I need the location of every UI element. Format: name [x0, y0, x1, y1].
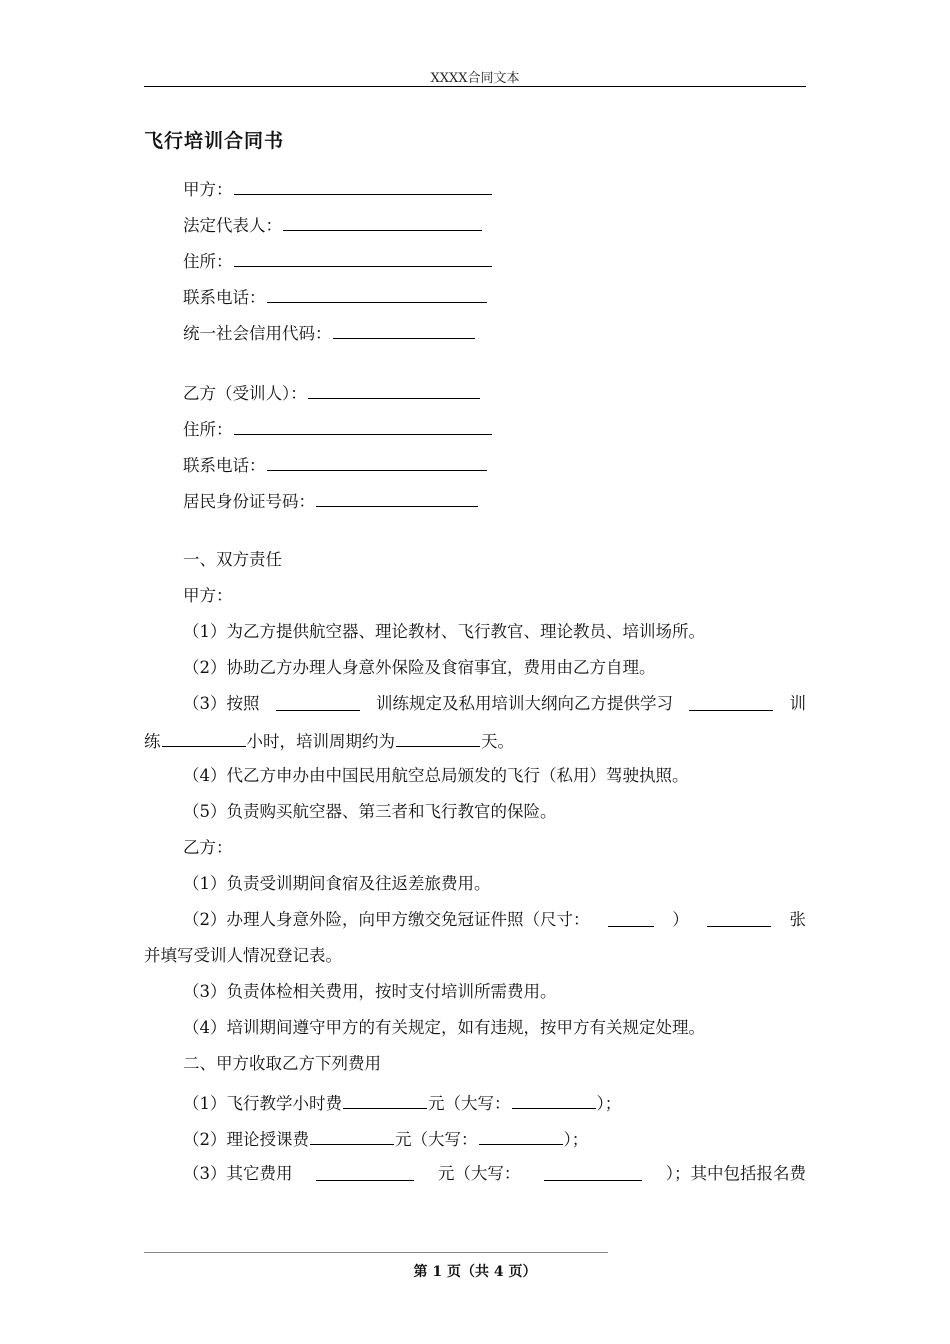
fee2-text-2: 元（大写： [395, 1130, 478, 1149]
b2-text-2: ） [672, 910, 689, 929]
b2-blank-count [707, 908, 771, 927]
a3-text-5: 小时，培训周期约为 [246, 732, 395, 751]
a3-text-6: 天。 [481, 732, 514, 751]
section1-a2: （2）协助乙方办理人身意外保险及食宿事宜，费用由乙方自理。 [183, 658, 656, 677]
fee3-text-1: （3）其它费用 [183, 1164, 293, 1183]
section1-a4: （4）代乙方申办由中国民用航空总局颁发的飞行（私用）驾驶执照。 [183, 766, 689, 785]
fee1-text-1: （1）飞行教学小时费 [183, 1094, 342, 1113]
section1-b3: （3）负责体检相关费用，按时支付培训所需费用。 [183, 982, 557, 1001]
page-header: XXXX合同文本 [430, 71, 520, 86]
fee3-blank-uppercase [544, 1162, 642, 1181]
b2-text-3: 张 [789, 910, 806, 929]
fee2-blank-amount [310, 1126, 394, 1145]
party-a-name-label: 甲方： [183, 180, 233, 199]
party-a-phone-blank [267, 284, 487, 303]
party-a-address-blank [234, 248, 492, 267]
fee1-blank-amount [343, 1090, 427, 1109]
section2-fee1 [183, 1090, 621, 1116]
fee3-blank-amount [316, 1162, 414, 1181]
party-a-name-blank [234, 176, 492, 195]
a3-blank-hours [162, 728, 246, 747]
footer-divider [144, 1252, 608, 1253]
section1-a3-line2 [144, 728, 514, 754]
section2-heading: 二、甲方收取乙方下列费用 [183, 1054, 381, 1073]
b2-text-1: （2）办理人身意外险，向甲方缴交免冠证件照（尺寸： [183, 910, 590, 929]
party-a-credit-row [183, 320, 476, 346]
party-a-rep-blank [283, 212, 482, 231]
b2-blank-size [608, 908, 654, 927]
party-a-rep-label: 法定代表人： [183, 216, 282, 235]
party-a-phone-label: 联系电话： [183, 288, 266, 307]
fee1-text-3: ）； [596, 1094, 622, 1113]
section1-a5: （5）负责购买航空器、第三者和飞行教官的保险。 [183, 802, 557, 821]
party-a-credit-label: 统一社会信用代码： [183, 324, 332, 343]
section2-fee2 [183, 1126, 588, 1152]
party-a-credit-blank [333, 320, 475, 339]
fee1-text-2: 元（大写： [428, 1094, 511, 1113]
party-b-address-label: 住所： [183, 420, 233, 439]
document-title: 飞行培训合同书 [144, 130, 285, 152]
section2-fee3 [183, 1162, 806, 1186]
section1-heading: 一、双方责任 [183, 550, 282, 569]
party-b-id-label: 居民身份证号码： [183, 492, 315, 511]
party-b-id-blank [316, 488, 478, 507]
fee2-blank-uppercase [479, 1126, 563, 1145]
party-b-phone-label: 联系电话： [183, 456, 266, 475]
party-a-phone-row [183, 284, 488, 310]
header-divider [144, 86, 806, 87]
a3-blank-course [689, 692, 773, 711]
fee3-text-2: 元（大写： [437, 1164, 521, 1183]
party-b-address-row [183, 416, 493, 442]
section1-a-label: 甲方： [183, 586, 233, 605]
section1-b1: （1）负责受训期间食宿及往返差旅费用。 [183, 874, 491, 893]
party-b-phone-row [183, 452, 488, 478]
party-b-id-row [183, 488, 479, 514]
fee2-text-1: （2）理论授课费 [183, 1130, 309, 1149]
fee3-text-3: ）；其中包括报名费 [665, 1164, 806, 1183]
page-footer: 第 1 页（共 4 页） [413, 1264, 537, 1280]
party-a-address-row [183, 248, 493, 274]
section1-a3-line1 [183, 692, 806, 716]
party-b-phone-blank [267, 452, 487, 471]
party-a-name-row [183, 176, 493, 202]
section1-b4: （4）培训期间遵守甲方的有关规定，如有违规，按甲方有关规定处理。 [183, 1018, 705, 1037]
a3-text-3: 训 [789, 694, 806, 713]
section1-b2-line2: 并填写受训人情况登记表。 [144, 946, 342, 965]
party-b-name-row [183, 380, 481, 406]
section1-b-label: 乙方： [183, 838, 233, 857]
a3-text-2: 训练规定及私用培训大纲向乙方提供学习 [376, 694, 673, 713]
a3-blank-days [396, 728, 480, 747]
section1-b2-line1 [183, 908, 806, 932]
a3-text-1: （3）按照 [183, 694, 260, 713]
party-a-rep-row [183, 212, 483, 238]
party-b-address-blank [234, 416, 492, 435]
fee1-blank-uppercase [512, 1090, 596, 1109]
party-b-name-blank [308, 380, 480, 399]
a3-text-4: 练 [144, 732, 161, 751]
party-a-address-label: 住所： [183, 252, 233, 271]
fee2-text-3: ）； [563, 1130, 589, 1149]
party-b-name-label: 乙方（受训人）： [183, 384, 307, 403]
a3-blank-regulation [276, 692, 360, 711]
section1-a1: （1）为乙方提供航空器、理论教材、飞行教官、理论教员、培训场所。 [183, 622, 705, 641]
